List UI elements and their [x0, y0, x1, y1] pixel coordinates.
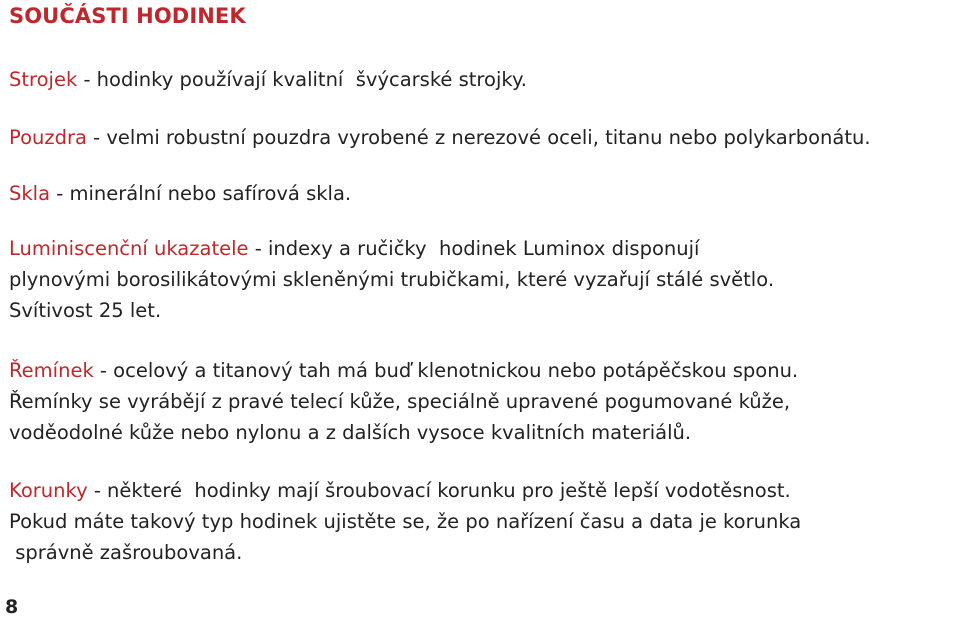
section-term: Řemínek	[9, 359, 94, 382]
section-term: Skla	[9, 182, 51, 205]
section-line: plynovými borosilikátovými skleněnými trubičkami, které vyzařují stálé světlo.	[9, 268, 775, 291]
section-line: voděodolné kůže nebo nylonu a z dalších vysoce kvalitních materiálů.	[9, 421, 692, 444]
section-reminek	[9, 355, 798, 448]
section-line: Svítivost 25 let.	[9, 299, 162, 322]
section-text: - některé hodinky mají šroubovací korunku pro ještě lepší vodotěsnost.	[87, 479, 791, 502]
section-line	[9, 475, 801, 506]
section-line	[9, 355, 798, 386]
page-title: SOUČÁSTI HODINEK	[9, 4, 246, 28]
page-number: 8	[5, 596, 19, 618]
section-korunky	[9, 475, 801, 568]
section-text: - indexy a ručičky hodinek Luminox disponují	[248, 237, 700, 260]
section-term: Luminiscenční ukazatele	[9, 237, 249, 260]
section-text: - velmi robustní pouzdra vyrobené z nerezové oceli, titanu nebo polykarbonátu.	[86, 126, 871, 149]
section-term: Strojek	[9, 68, 78, 91]
section-term: Korunky	[9, 479, 88, 502]
section-line	[9, 122, 871, 153]
section-term: Pouzdra	[9, 126, 87, 149]
section-line: Řemínky se vyrábějí z pravé telecí kůže, speciálně upravené pogumované kůže,	[9, 390, 791, 413]
section-line: Pokud máte takový typ hodinek ujistěte se, že po nařízení času a data je korunka	[9, 510, 802, 533]
section-line	[9, 64, 527, 95]
section-line	[9, 178, 351, 209]
section-pouzdra	[9, 122, 871, 153]
section-luminiscencni-ukazatele	[9, 233, 774, 326]
section-skla	[9, 178, 351, 209]
section-line	[9, 233, 774, 264]
section-text: - hodinky používají kvalitní švýcarské strojky.	[77, 68, 527, 91]
section-text: - ocelový a titanový tah má buď klenotnickou nebo potápěčskou sponu.	[93, 359, 799, 382]
section-strojek	[9, 64, 527, 95]
section-line: správně zašroubovaná.	[9, 541, 243, 564]
section-text: - minerální nebo safírová skla.	[50, 182, 352, 205]
